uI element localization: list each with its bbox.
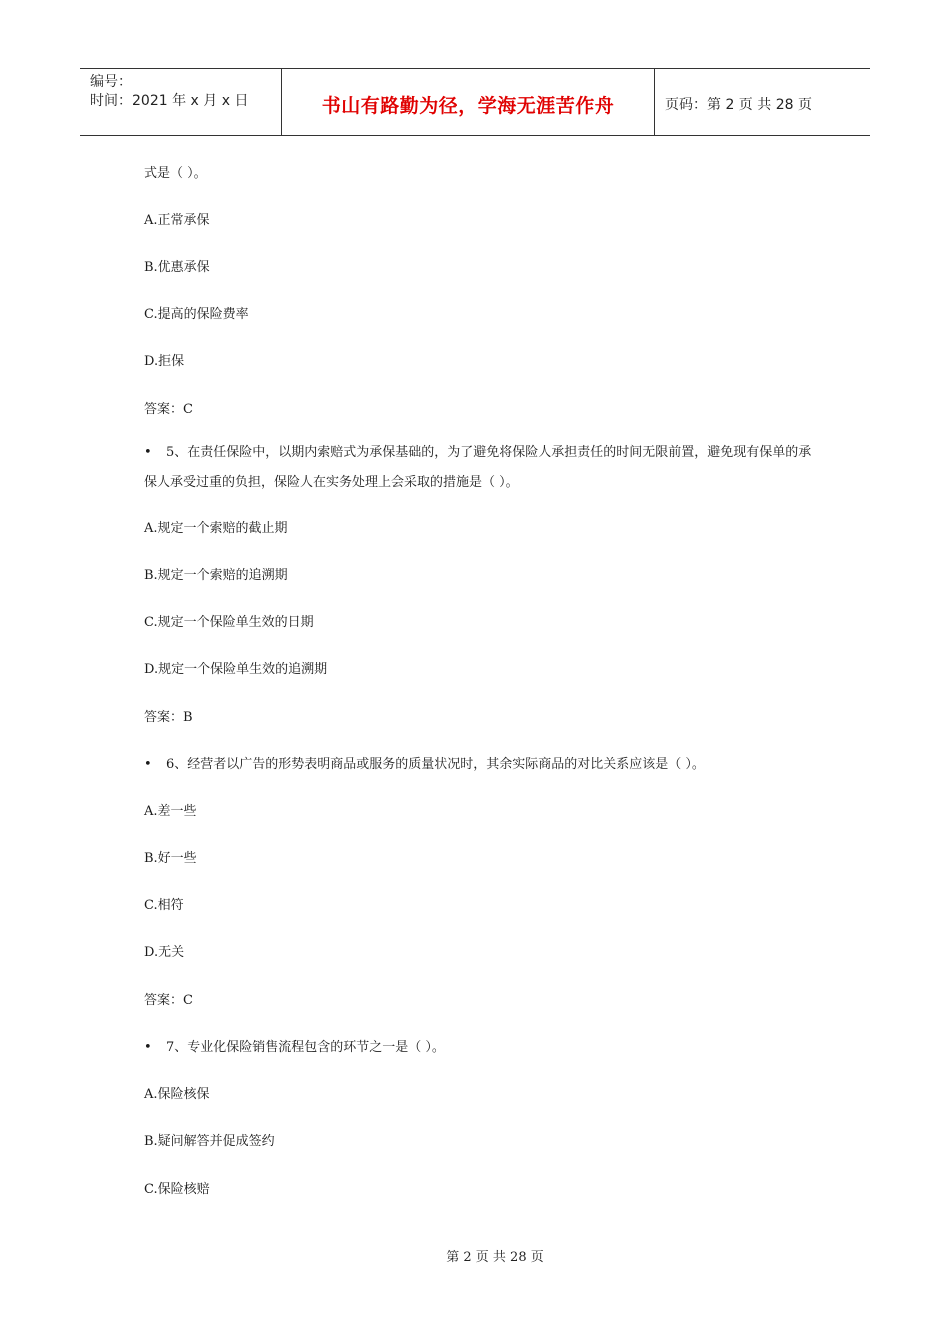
answer: 答案：C bbox=[144, 993, 193, 1008]
option-c: C.规定一个保险单生效的日期 bbox=[144, 615, 314, 630]
option-d: D.拒保 bbox=[144, 354, 185, 369]
page-footer: 第 2 页 共 28 页 bbox=[446, 1250, 544, 1265]
option-b: B.疑问解答并促成签约 bbox=[144, 1134, 275, 1149]
question-text: 7、专业化保险销售流程包含的环节之一是（ ）。 bbox=[166, 1040, 445, 1055]
option-c: C.提高的保险费率 bbox=[144, 307, 249, 322]
page-header bbox=[80, 68, 870, 136]
option-a: A.规定一个索赔的截止期 bbox=[144, 521, 288, 536]
option-a: A.保险核保 bbox=[144, 1087, 210, 1102]
header-page-info: 页码：第 2 页 共 28 页 bbox=[665, 97, 812, 113]
question-text: 6、经营者以广告的形势表明商品或服务的质量状况时，其余实际商品的对比关系应该是（ ）。 bbox=[166, 757, 705, 772]
option-a: A.差一些 bbox=[144, 804, 197, 819]
bullet-icon: • bbox=[144, 1040, 152, 1055]
header-meta bbox=[80, 69, 282, 135]
header-motto: 书山有路勤为径，学海无涯苦作舟 bbox=[282, 69, 655, 135]
option-c: C.相符 bbox=[144, 898, 184, 913]
option-b: B.好一些 bbox=[144, 851, 197, 866]
option-a: A.正常承保 bbox=[144, 213, 210, 228]
option-c: C.保险核赔 bbox=[144, 1182, 210, 1197]
question-text: 5、在责任保险中，以期内索赔式为承保基础的，为了避免将保险人承担责任的时间无限前置，避免现有保单的承保人承受过重的负担，保险人在实务处理上会采取的措施是（ ）。 bbox=[144, 445, 812, 490]
option-d: D.规定一个保险单生效的追溯期 bbox=[144, 662, 328, 677]
option-b: B.规定一个索赔的追溯期 bbox=[144, 568, 288, 583]
answer: 答案：B bbox=[144, 710, 193, 725]
document-date-label: 时间：2021 年 x 月 x 日 bbox=[90, 93, 249, 109]
question-7 bbox=[144, 1036, 445, 1055]
bullet-icon: • bbox=[144, 445, 152, 460]
option-b: B.优惠承保 bbox=[144, 260, 210, 275]
option-d: D.无关 bbox=[144, 945, 185, 960]
document-number-label: 编号： bbox=[90, 74, 132, 90]
question-5 bbox=[144, 438, 814, 498]
question-continuation: 式是（ ）。 bbox=[144, 166, 207, 181]
bullet-icon: • bbox=[144, 757, 152, 772]
question-6 bbox=[144, 753, 705, 772]
answer: 答案：C bbox=[144, 402, 193, 417]
